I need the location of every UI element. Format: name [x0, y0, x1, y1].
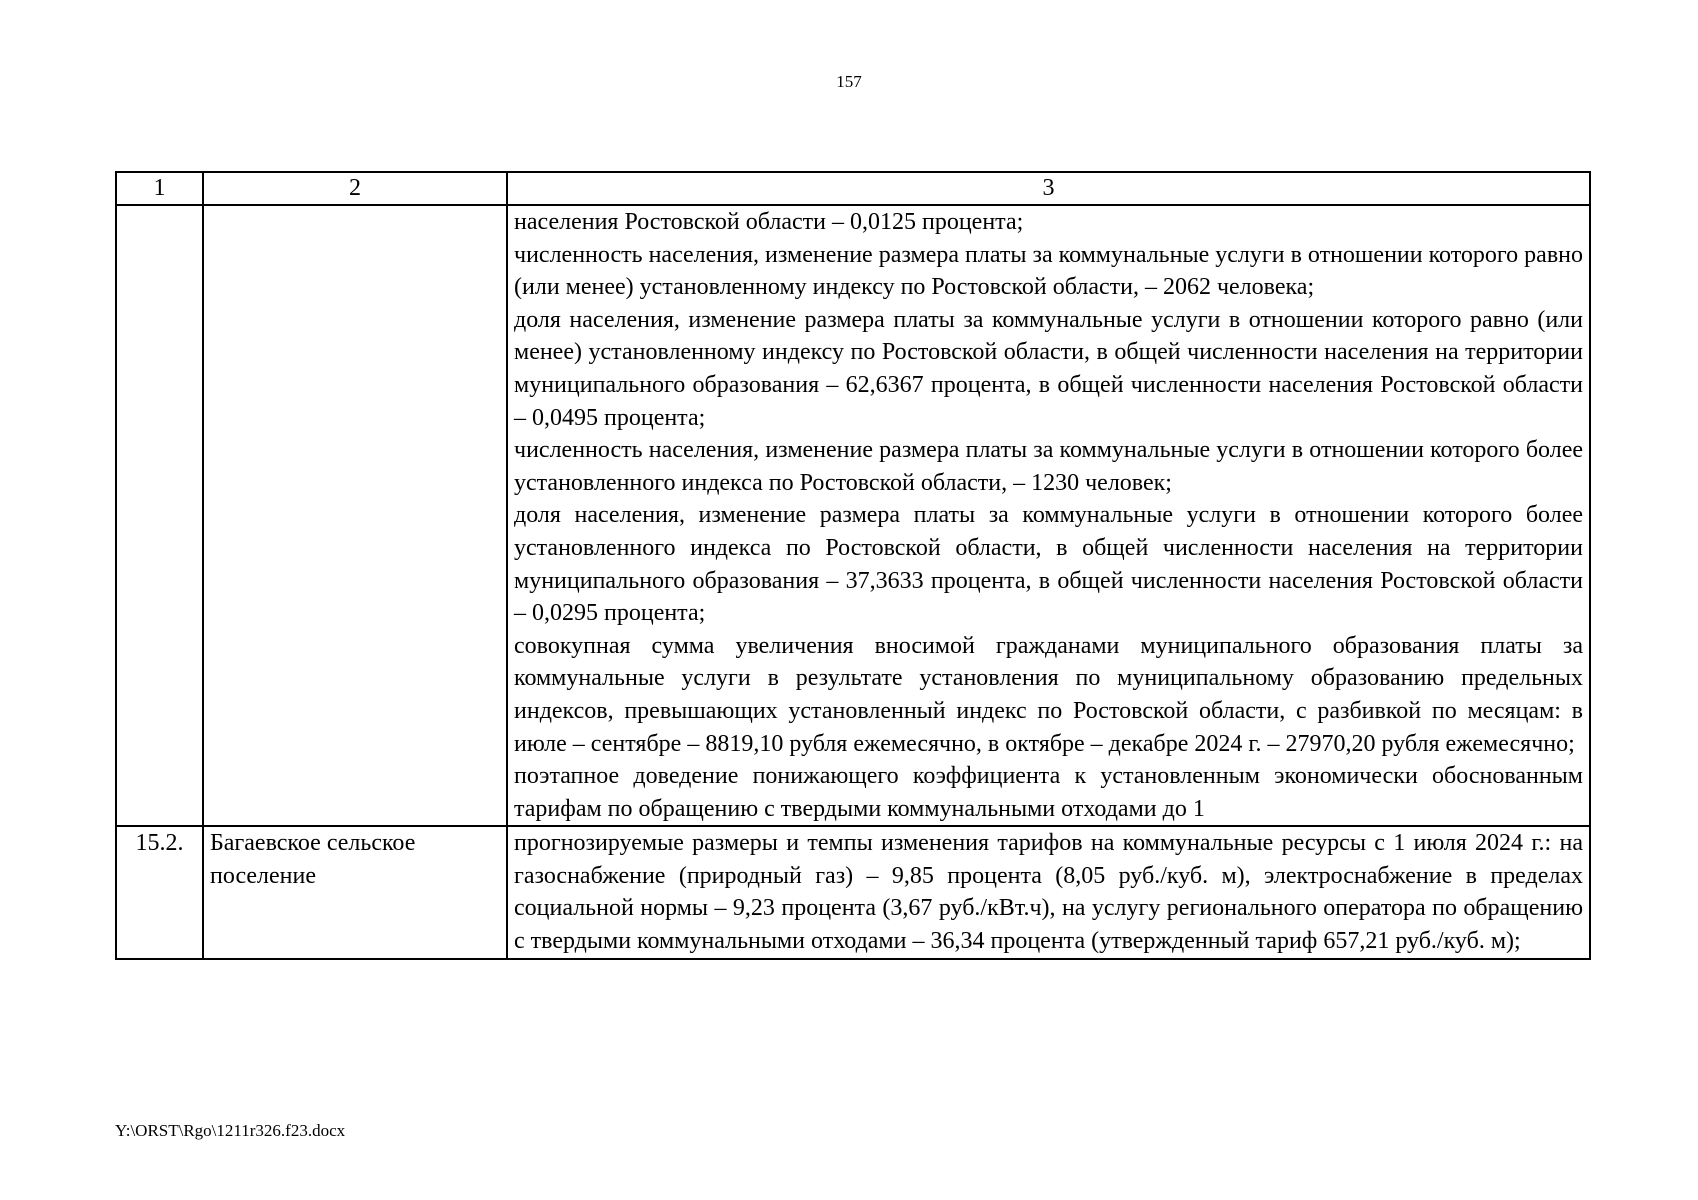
content-paragraph: населения Ростовской области – 0,0125 процента;	[514, 209, 1024, 235]
content-paragraph: численность населения, изменение размера платы за коммунальные услуги в отношении которого равно (или менее) установленному индексу по Ростовской области, – 2062 человека;	[514, 241, 1583, 301]
content-paragraph: численность населения, изменение размера платы за коммунальные услуги в отношении которого более установленного индекса по Ростовской области, – 1230 человек;	[514, 437, 1583, 496]
header-cell-name: 2	[203, 172, 507, 205]
header-cell-content: 3	[507, 172, 1590, 205]
header-cell-number: 1	[116, 172, 203, 205]
footer-file-path: Y:\ORST\Rgo\1211r326.f23.docx	[115, 1121, 346, 1140]
content-paragraph: поэтапное доведение понижающего коэффициента к установленным экономически обоснованным тарифам по обращению с твердыми коммунальными отходами до 1	[514, 763, 1583, 822]
document-table	[115, 171, 1591, 960]
content-paragraph: доля населения, изменение размера платы за коммунальные услуги в отношении которого более установленного индекса по Ростовской области, в общей численности населения на территории муниципального образования – 37,3633 процента, в общей численности населения Ростовской области – 0,0295 процента;	[514, 502, 1583, 627]
table-header-row	[116, 172, 1590, 205]
row-name-cell	[203, 205, 507, 826]
row-number-cell: 15.2.	[116, 826, 203, 958]
row-content-cell	[507, 826, 1590, 958]
content-paragraph: доля населения, изменение размера платы за коммунальные услуги в отношении которого равно (или менее) установленному индексу по Ростовской области, в общей численности населения на территории муниципального образования – 62,6367 процента, в общей численности населения Ростовской области – 0,0495 процента;	[514, 306, 1583, 431]
row-name-cell: Багаевское сельское поселение	[203, 826, 507, 958]
row-content-cell	[507, 205, 1590, 826]
page-number: 157	[836, 72, 862, 91]
table-row	[116, 205, 1590, 826]
content-paragraph: прогнозируемые размеры и темпы изменения тарифов на коммунальные ресурсы с 1 июля 2024 г.: на газоснабжение (природный газ) – 9,85 процента (8,05 руб./куб. м), электроснабжение в пределах социальной нормы – 9,23 процента (3,67 руб./кВт.ч), на услугу регионального оператора по обращению с твердыми коммунальными отходами – 36,34 процента (утвержденный тариф 657,21 руб./куб. м);	[514, 830, 1583, 955]
row-number-cell	[116, 205, 203, 826]
content-paragraph: совокупная сумма увеличения вносимой гражданами муниципального образования платы за коммунальные услуги в результате установления по муниципальному образованию предельных индексов, превышающих установленный индекс по Ростовской области, с разбивкой по месяцам: в июле – сентябре – 8819,10 рубля ежемесячно, в октябре – декабре 2024 г. – 27970,20 рубля ежемесячно;	[514, 632, 1583, 757]
table-row	[116, 826, 1590, 958]
